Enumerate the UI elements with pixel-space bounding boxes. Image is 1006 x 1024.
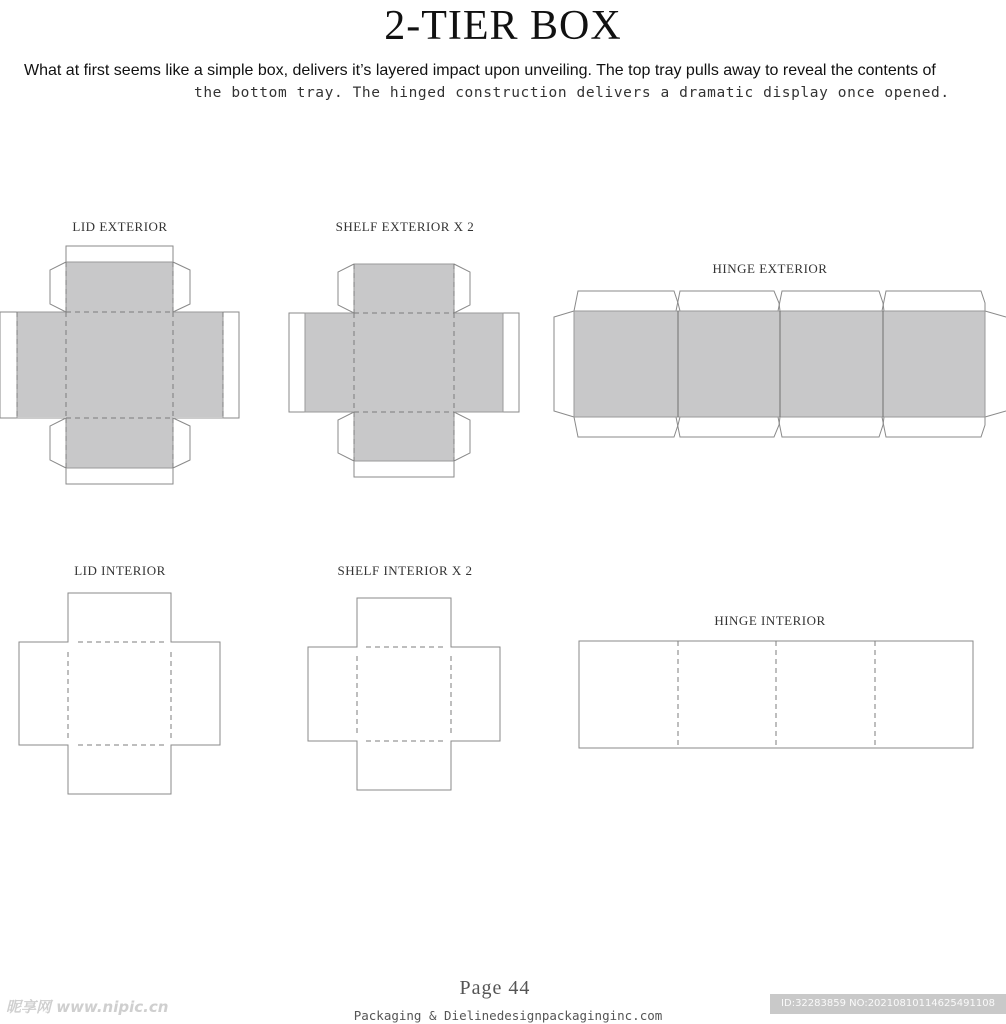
label-hinge-interior: HINGE INTERIOR [714, 613, 826, 628]
label-hinge-exterior: HINGE EXTERIOR [712, 261, 828, 276]
watermark-right: ID:32283859 NO:20210810114625491108 [770, 994, 1006, 1014]
hinge-exterior-dieline [554, 291, 1006, 437]
hinge-interior-dieline [579, 641, 973, 748]
watermark-left: 昵享网 www.nipic.cn [6, 998, 169, 1016]
label-lid-exterior: LID EXTERIOR [72, 219, 168, 234]
page-number: Page 44 [459, 977, 531, 999]
lid-interior-dieline [19, 593, 220, 794]
description-line-2: the bottom tray. The hinged construction delivers a dramatic display once opened. [194, 85, 950, 101]
shelf-interior-dieline [308, 598, 500, 790]
page-title: 2-TIER BOX [384, 3, 622, 49]
description-line-1: What at first seems like a simple box, delivers it’s layered impact upon unveiling. The top tray pulls away to reveal the contents of [24, 62, 936, 79]
shelf-exterior-dieline [289, 264, 519, 477]
label-shelf-interior: SHELF INTERIOR X 2 [337, 563, 473, 578]
footer-credit: Packaging & Dielinedesignpackaginginc.com [353, 1008, 663, 1023]
lid-exterior-dieline [0, 246, 239, 484]
label-shelf-exterior: SHELF EXTERIOR X 2 [335, 219, 475, 234]
label-lid-interior: LID INTERIOR [74, 563, 166, 578]
